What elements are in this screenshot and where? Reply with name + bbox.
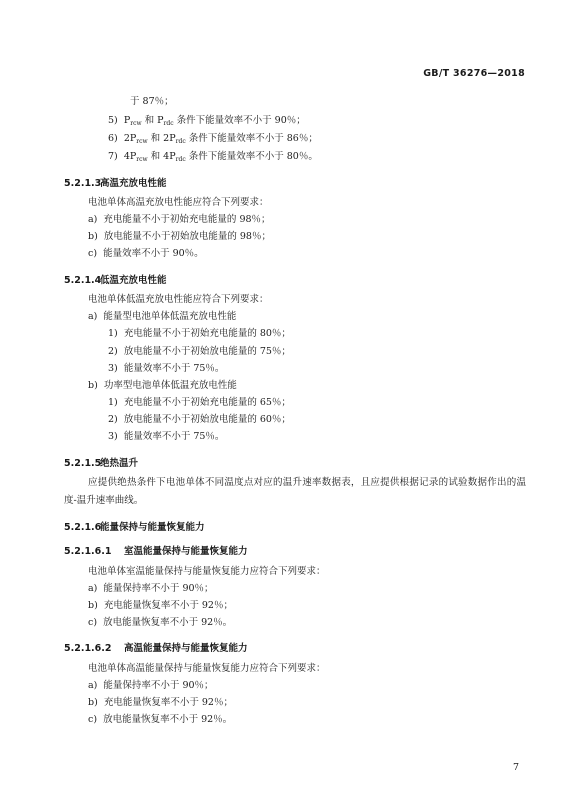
item-text: 充电能量恢复率不小于 92％；	[103, 600, 233, 611]
section-intro: 电池单体室温能量保持与能量恢复能力应符合下列要求：	[88, 566, 326, 577]
section-heading-5214	[64, 272, 167, 286]
section-number: 5.2.1.6.2	[64, 643, 112, 654]
sub-item-1	[108, 327, 291, 340]
section-title: 高温充放电性能	[100, 178, 167, 189]
item-var: 和 P	[141, 115, 164, 126]
item-var: P	[123, 115, 131, 126]
item-label: 3)	[108, 431, 118, 442]
item-text: 放电能量不小于初始放电能量的 75％；	[123, 346, 291, 357]
item-text: 放电能量恢复率不小于 92％。	[103, 714, 233, 725]
item-text: 能量效率不小于 75％。	[123, 431, 225, 442]
section-heading-5215	[64, 455, 138, 469]
item-text: 放电能量不小于初始放电能量的 60％；	[123, 414, 291, 425]
item-label: c)	[88, 617, 98, 628]
item-label: a)	[88, 214, 98, 225]
list-item-b	[88, 379, 237, 392]
item-label: c)	[88, 714, 98, 725]
item-text: 充电能量不小于初始充电能量的 80％；	[123, 328, 291, 339]
item-sub: rcw	[136, 138, 148, 145]
item-text: 能量效率不小于 75％。	[123, 363, 225, 374]
item-label: a)	[88, 583, 98, 594]
item-text: 条件下能量效率不小于 86％；	[185, 133, 318, 144]
section-intro: 电池单体低温充放电性能应符合下列要求：	[88, 294, 269, 305]
section-title: 高温能量保持与能量恢复能力	[124, 643, 248, 654]
page-number: 7	[512, 762, 519, 773]
section-number: 5.2.1.6.1	[64, 546, 112, 557]
list-item-b	[88, 599, 233, 612]
list-item-7	[108, 150, 318, 166]
item-label: 1)	[108, 397, 118, 408]
list-item-b	[88, 696, 233, 709]
item-var: 2P	[123, 133, 137, 144]
item-label: b)	[88, 600, 98, 611]
section-title: 绝热温升	[100, 458, 139, 469]
sub-item-3	[108, 430, 224, 443]
section-number: 5.2.1.6	[64, 522, 102, 533]
item-text: 充电能量不小于初始充电能量的 98％；	[103, 214, 271, 225]
item-text: 功率型电池单体低温充放电性能	[103, 380, 237, 391]
item-label: a)	[88, 680, 98, 691]
item-label: 2)	[108, 346, 118, 357]
section-heading-52162	[64, 640, 248, 654]
list-item-a	[88, 679, 214, 692]
section-number: 5.2.1.3	[64, 178, 102, 189]
item-text: 放电能量不小于初始放电能量的 98％；	[103, 231, 271, 242]
list-item-c	[88, 247, 204, 260]
list-item-a	[88, 213, 271, 226]
item-sub: rdc	[175, 156, 186, 163]
section-title: 室温能量保持与能量恢复能力	[124, 546, 248, 557]
item-label: a)	[88, 311, 98, 322]
item-text: 能量保持率不小于 90％；	[103, 680, 214, 691]
section-heading-52161	[64, 543, 248, 557]
item-label: b)	[88, 231, 98, 242]
section-title: 低温充放电性能	[100, 275, 167, 286]
list-item-5	[108, 114, 306, 130]
item-label: 6)	[108, 133, 118, 144]
list-item-a	[88, 310, 236, 323]
item-text: 充电能量不小于初始充电能量的 65％；	[123, 397, 291, 408]
list-continuation: 于 87％；	[130, 96, 174, 107]
item-label: 7)	[108, 151, 118, 162]
sub-item-1	[108, 396, 291, 409]
item-label: c)	[88, 248, 98, 259]
section-number: 5.2.1.5	[64, 458, 102, 469]
section-title: 能量保持与能量恢复能力	[100, 522, 205, 533]
list-item-a	[88, 582, 214, 595]
item-text: 充电能量恢复率不小于 92％；	[103, 697, 233, 708]
item-var: 和 2P	[147, 133, 176, 144]
item-label: 2)	[108, 414, 118, 425]
item-text: 能量保持率不小于 90％；	[103, 583, 214, 594]
section-heading-5216	[64, 519, 205, 533]
item-sub: rdc	[175, 138, 186, 145]
item-label: 1)	[108, 328, 118, 339]
list-item-6	[108, 132, 318, 148]
list-item-b	[88, 230, 271, 243]
item-text: 条件下能量效率不小于 90％；	[173, 115, 306, 126]
item-sub: rcw	[136, 156, 148, 163]
item-var: 和 4P	[147, 151, 176, 162]
item-label: 5)	[108, 115, 118, 126]
section-intro: 电池单体高温充放电性能应符合下列要求：	[88, 197, 269, 208]
section-heading-5213	[64, 175, 167, 189]
section-intro: 电池单体高温能量保持与能量恢复能力应符合下列要求：	[88, 663, 326, 674]
item-text: 能量型电池单体低温充放电性能	[103, 311, 237, 322]
standard-code-header: GB/T 36276—2018	[423, 68, 525, 79]
item-label: 3)	[108, 363, 118, 374]
item-sub: rcw	[130, 120, 142, 127]
item-text: 放电能量恢复率不小于 92％。	[103, 617, 233, 628]
list-item-c	[88, 713, 232, 726]
section-body: 应提供绝热条件下电池单体不同温度点对应的温升速率数据表，且应提供根据记录的试验数据作出的温度-温升速率曲线。	[64, 477, 526, 506]
item-text: 条件下能量效率不小于 80％。	[185, 151, 318, 162]
sub-item-2	[108, 345, 291, 358]
item-label: b)	[88, 380, 98, 391]
item-text: 能量效率不小于 90％。	[103, 248, 204, 259]
item-label: b)	[88, 697, 98, 708]
section-number: 5.2.1.4	[64, 275, 102, 286]
list-item-c	[88, 616, 232, 629]
sub-item-2	[108, 413, 291, 426]
item-sub: rdc	[163, 120, 174, 127]
item-var: 4P	[123, 151, 137, 162]
sub-item-3	[108, 362, 224, 375]
